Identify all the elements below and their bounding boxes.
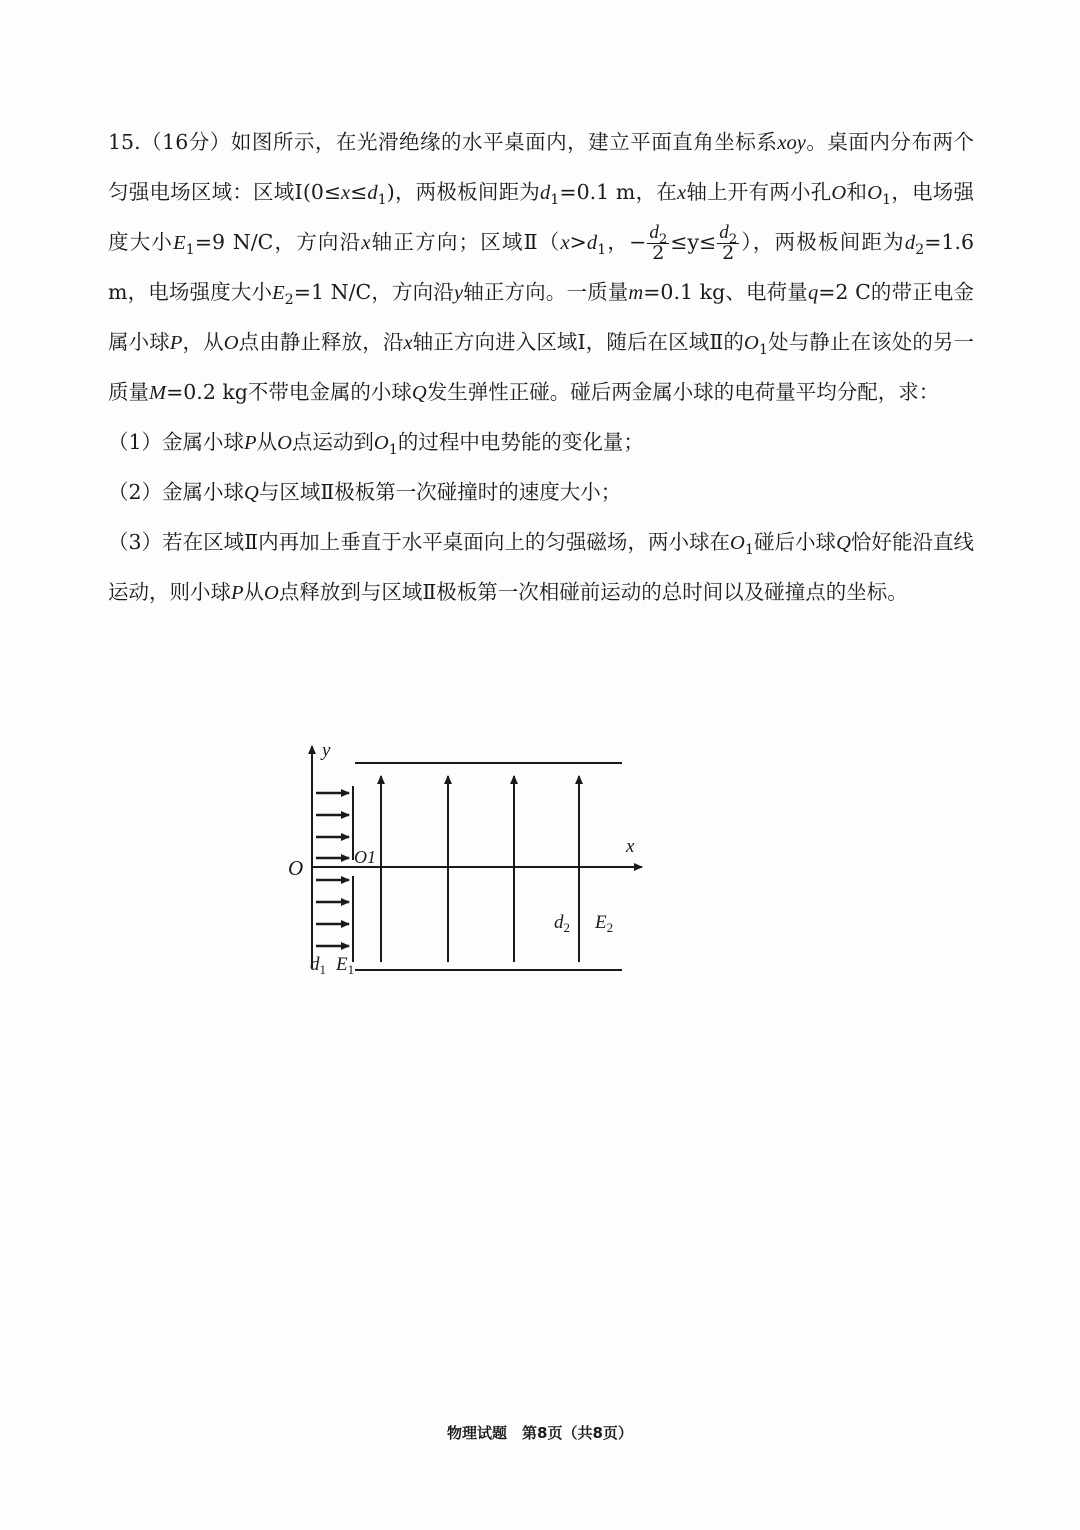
label-y: y <box>322 740 331 761</box>
field-diagram <box>280 736 660 986</box>
question-2: （2）金属小球Q与区域Ⅱ极板第一次碰撞时的速度大小； <box>108 480 622 504</box>
question-1: （1）金属小球P从O点运动到$O_1$的过程中电势能的变化量； <box>108 430 644 459</box>
label-E2: $E_2$ <box>595 912 614 935</box>
label-d2: $d_2$ <box>554 912 570 935</box>
problem-stem: 15.（16分）如图所示，在光滑绝缘的水平桌面内，建立平面直角坐标系xoy。桌面内分布两个匀强电场区域：区域$Ⅰ(0\le x\le d_1)$，两极板间距为$d_1=0.1$ m，在x轴上开有两小孔O和$O_1$，电场强度大小$E_1=9$ N/C，方向沿x轴正方向；区域$Ⅱ(x>d_1$，− $\frac{d_2}{2}$ ≤y≤ $\frac{d_2}{2}$ ），两极板间距为$d_2=1.6$ m，电场强度大小$E_2=1$ N/C，方向沿y轴正方向。一质量m=0.1 kg、电荷量q=2 C的带正电金属小球P，从O点由静止释放，沿x轴正方向进入区域Ⅰ，随后在区域Ⅱ的$O_1$处与静止在该处的另一质量M=0.2 kg不带电金属的小球Q发生弹性正碰。碰后两金属小球的电荷量平均分配，求： <box>108 130 975 404</box>
e1-field-arrows <box>316 793 349 946</box>
label-x: x <box>626 836 635 857</box>
label-E1: $E_1$ <box>336 954 355 977</box>
fraction-d2-over-2: $\frac{d_2}{2}$ <box>649 222 668 264</box>
problem-15 <box>108 118 974 618</box>
label-d1: $d_1$ <box>310 954 326 977</box>
page-footer: 物理试题 第8页（共8页） <box>447 1424 633 1442</box>
label-O1: O1 <box>354 847 376 867</box>
fraction-d2-over-2: $\frac{d_2}{2}$ <box>719 222 738 264</box>
question-3: （3）若在区域Ⅱ内再加上垂直于水平桌面向上的匀强磁场，两小球在$O_1$碰后小球Q恰好能沿直线运动，则小球P从O点释放到与区域Ⅱ极板第一次相碰前运动的总时间以及碰撞点的坐标。 <box>108 530 974 604</box>
label-O: O <box>288 856 304 880</box>
e2-field-lines <box>381 776 579 962</box>
